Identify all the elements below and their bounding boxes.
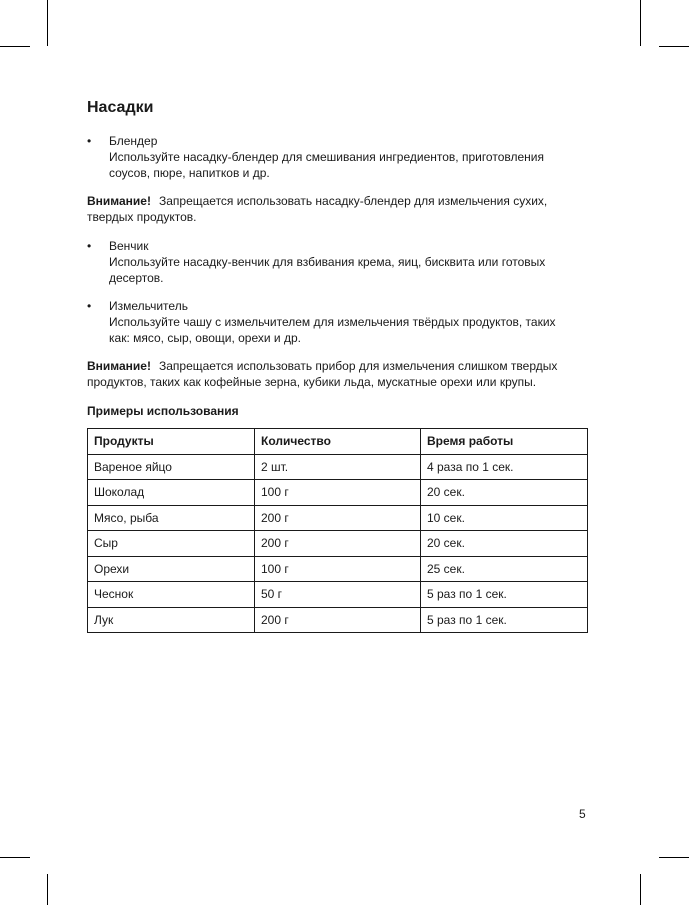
table-cell: 10 сек. xyxy=(421,505,588,531)
table-cell: 100 г xyxy=(255,556,421,582)
warning-label: Внимание! xyxy=(87,359,151,373)
examples-table xyxy=(87,428,588,633)
column-header-products: Продукты xyxy=(88,429,255,455)
table-row xyxy=(88,505,588,531)
examples-heading: Примеры использования xyxy=(87,404,239,418)
item-description: Используйте насадку-блендер для смешивания ингредиентов, приготовления соусов, пюре, напитков и др. xyxy=(109,150,544,180)
table-cell: 4 раза по 1 сек. xyxy=(421,454,588,480)
crop-mark xyxy=(0,857,30,858)
warning-text: Запрещается использовать прибор для измельчения слишком твердых продуктов, таких как кофейные зерна, кубики льда, мускатные орехи или крупы. xyxy=(87,359,558,389)
bullet-icon: • xyxy=(87,299,92,313)
table-row xyxy=(88,480,588,506)
page-number: 5 xyxy=(579,807,586,821)
table-cell: 25 сек. xyxy=(421,556,588,582)
item-description: Используйте насадку-венчик для взбивания крема, яиц, бисквита или готовых десертов. xyxy=(109,255,546,285)
table-cell: 200 г xyxy=(255,505,421,531)
warning-text: Запрещается использовать насадку-блендер для измельчения сухих, твердых продуктов. xyxy=(87,194,548,224)
table-row xyxy=(88,582,588,608)
column-header-time: Время работы xyxy=(421,429,588,455)
warning-label: Внимание! xyxy=(87,194,151,208)
table-cell: 5 раз по 1 сек. xyxy=(421,607,588,633)
warning-note xyxy=(87,193,567,225)
table-cell: 100 г xyxy=(255,480,421,506)
table-cell: Лук xyxy=(88,607,255,633)
table-cell: Орехи xyxy=(88,556,255,582)
table-cell: 5 раз по 1 сек. xyxy=(421,582,588,608)
bullet-icon: • xyxy=(87,239,92,253)
table-cell: Вареное яйцо xyxy=(88,454,255,480)
table-row xyxy=(88,556,588,582)
table-cell: 200 г xyxy=(255,607,421,633)
table-row xyxy=(88,531,588,557)
warning-note xyxy=(87,358,567,390)
table-cell: 50 г xyxy=(255,582,421,608)
table-cell: 20 сек. xyxy=(421,480,588,506)
item-name: Венчик xyxy=(109,239,149,253)
item-name: Измельчитель xyxy=(109,299,188,313)
table-row xyxy=(88,454,588,480)
table-cell: 200 г xyxy=(255,531,421,557)
table-cell: 20 сек. xyxy=(421,531,588,557)
table-cell: Сыр xyxy=(88,531,255,557)
crop-mark xyxy=(640,874,641,905)
table-cell: Чеснок xyxy=(88,582,255,608)
item-description: Используйте чашу с измельчителем для измельчения твёрдых продуктов, таких как: мясо, сыр, овощи, орехи и др. xyxy=(109,315,556,345)
column-header-quantity: Количество xyxy=(255,429,421,455)
crop-mark xyxy=(47,0,48,46)
crop-mark xyxy=(0,46,30,47)
table-cell: Шоколад xyxy=(88,480,255,506)
table-header-row xyxy=(88,429,588,455)
table-cell: 2 шт. xyxy=(255,454,421,480)
crop-mark xyxy=(659,857,689,858)
crop-mark xyxy=(659,46,689,47)
table-cell: Мясо, рыба xyxy=(88,505,255,531)
page-title: Насадки xyxy=(87,99,154,116)
table-row xyxy=(88,607,588,633)
crop-mark xyxy=(640,0,641,46)
crop-mark xyxy=(47,874,48,905)
item-name: Блендер xyxy=(109,134,158,148)
bullet-icon: • xyxy=(87,134,92,148)
